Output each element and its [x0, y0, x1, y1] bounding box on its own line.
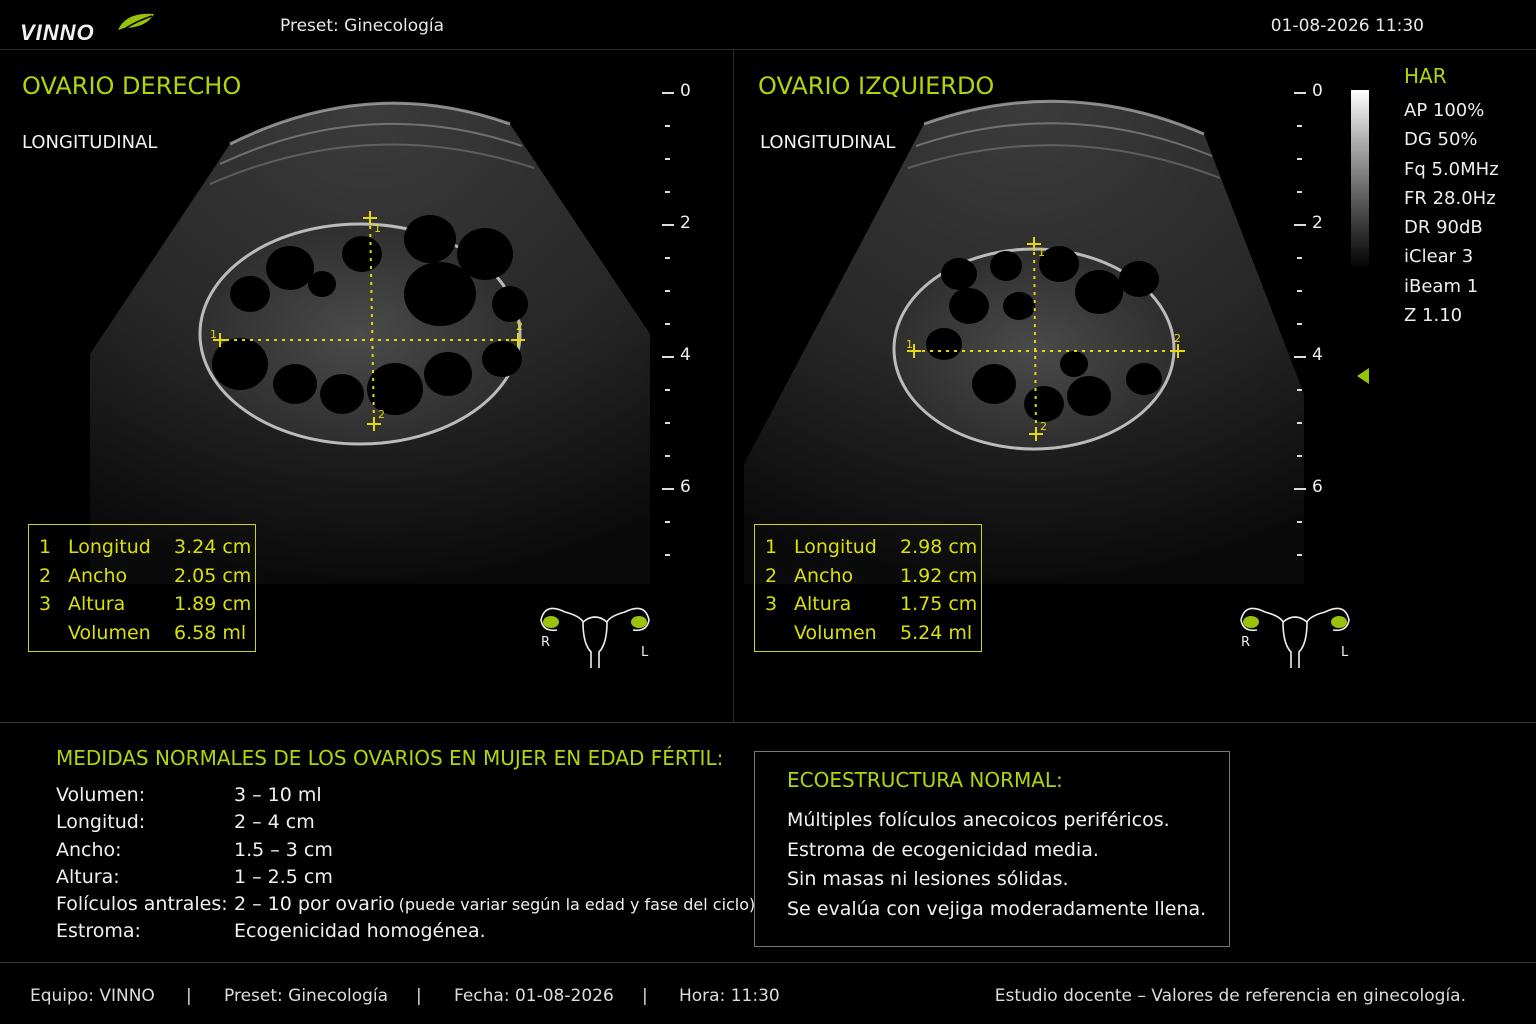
- footer-equipo: Equipo: VINNO: [30, 986, 155, 1006]
- top-bar: [0, 0, 1536, 50]
- depth-major-tick: [1294, 224, 1306, 226]
- measurement-row: 1 Longitud 2.98 cm: [765, 536, 978, 558]
- orientation-left-label: L: [641, 645, 649, 660]
- depth-minor-tick: [665, 455, 670, 457]
- normal-row: Volumen: 3 – 10 ml: [56, 784, 322, 806]
- caliper-label: 1: [210, 328, 217, 341]
- param-item: Z 1.10: [1404, 305, 1463, 327]
- divider: [0, 722, 1536, 723]
- footer-separator: |: [642, 986, 648, 1006]
- measurement-row: Volumen 6.58 ml: [68, 621, 247, 644]
- focus-marker-icon[interactable]: [1357, 368, 1369, 384]
- echostructure-line: Múltiples folículos anecoicos periféricos.: [787, 809, 1170, 831]
- depth-minor-tick: [665, 554, 670, 556]
- echostructure-title: ECOESTRUCTURA NORMAL:: [787, 768, 1063, 792]
- echostructure-line: Sin masas ni lesiones sólidas.: [787, 868, 1069, 890]
- depth-minor-tick: [1297, 422, 1302, 424]
- depth-minor-tick: [665, 323, 670, 325]
- depth-minor-tick: [1297, 455, 1302, 457]
- uterus-orientation-icon: [1235, 596, 1355, 676]
- panel-divider: [733, 50, 734, 722]
- depth-minor-tick: [665, 191, 670, 193]
- depth-minor-tick: [1297, 389, 1302, 391]
- normal-row: Folículos antrales: 2 – 10 por ovario (puede variar según la edad y fase del ciclo): [56, 893, 756, 916]
- depth-major-tick: [662, 224, 674, 226]
- param-item: DR 90dB: [1404, 217, 1483, 239]
- depth-minor-tick: [1297, 554, 1302, 556]
- divider: [0, 962, 1536, 963]
- depth-minor-tick: [1297, 257, 1302, 259]
- caliper-label: 1: [374, 222, 381, 235]
- param-item: Fq 5.0MHz: [1404, 158, 1499, 180]
- param-item: iBeam 1: [1404, 275, 1479, 297]
- measurement-box: [28, 524, 256, 652]
- measurement-box: [754, 524, 982, 652]
- depth-label: 6: [1312, 477, 1323, 497]
- footer-separator: |: [416, 986, 422, 1006]
- normal-measures-table: [56, 782, 755, 946]
- panel-title: OVARIO IZQUIERDO: [758, 72, 995, 100]
- panel-subtitle: LONGITUDINAL: [22, 132, 158, 153]
- ultrasound-image[interactable]: [90, 84, 650, 584]
- panel-title: OVARIO DERECHO: [22, 72, 242, 100]
- footer-separator: |: [186, 986, 192, 1006]
- depth-label: 4: [680, 345, 691, 365]
- leaf-icon: [116, 10, 156, 34]
- depth-minor-tick: [1297, 290, 1302, 292]
- normal-row: Longitud: 2 – 4 cm: [56, 811, 315, 834]
- imaging-params: [1404, 64, 1499, 330]
- measurement-row: Volumen 5.24 ml: [794, 621, 973, 644]
- caliper-label: 1: [1038, 246, 1045, 259]
- grayscale-bar: [1351, 90, 1369, 270]
- orientation-left-label: L: [1341, 645, 1349, 660]
- depth-major-tick: [662, 92, 674, 94]
- panel-subtitle: LONGITUDINAL: [760, 132, 896, 153]
- depth-major-tick: [1294, 356, 1306, 358]
- vinno-logo: [20, 10, 150, 44]
- depth-label: 2: [1312, 213, 1323, 233]
- depth-minor-tick: [665, 257, 670, 259]
- depth-minor-tick: [665, 422, 670, 424]
- caliper-label: 2: [1174, 332, 1181, 345]
- depth-minor-tick: [665, 290, 670, 292]
- depth-minor-tick: [665, 158, 670, 160]
- preset-label: Preset: Ginecología: [280, 16, 445, 36]
- depth-minor-tick: [1297, 158, 1302, 160]
- measurement-row: 2 Ancho 2.05 cm: [39, 564, 252, 587]
- param-item: iClear 3: [1404, 246, 1474, 268]
- param-item: AP 100%: [1404, 100, 1485, 121]
- echostructure-line: Se evalúa con vejiga moderadamente llena.: [787, 897, 1207, 920]
- date-time: 01-08-2026 11:30: [1270, 16, 1424, 36]
- measurement-row: 2 Ancho 1.92 cm: [765, 564, 978, 587]
- depth-scale: [1294, 80, 1334, 560]
- depth-minor-tick: [1297, 125, 1302, 127]
- depth-minor-tick: [665, 389, 670, 391]
- measurement-row: 1 Longitud 3.24 cm: [39, 536, 252, 558]
- har-mode: HAR: [1404, 64, 1447, 88]
- normal-row: Altura: 1 – 2.5 cm: [56, 865, 333, 888]
- param-item: FR 28.0Hz: [1404, 187, 1496, 209]
- ultrasound-image[interactable]: [744, 84, 1304, 584]
- depth-label: 2: [680, 213, 691, 233]
- depth-major-tick: [1294, 92, 1306, 94]
- depth-label: 0: [1312, 81, 1323, 101]
- logo-text: VINNO: [20, 20, 95, 45]
- footer-preset: Preset: Ginecología: [224, 986, 389, 1006]
- depth-label: 4: [1312, 345, 1323, 365]
- caliper-label: 2: [378, 408, 385, 421]
- normal-row: Estroma: Ecogenicidad homogénea.: [56, 920, 486, 943]
- footer-fecha: Fecha: 01-08-2026: [454, 986, 614, 1006]
- depth-minor-tick: [665, 521, 670, 523]
- depth-minor-tick: [1297, 323, 1302, 325]
- param-item: DG 50%: [1404, 129, 1478, 151]
- footer-hora: Hora: 11:30: [679, 986, 780, 1006]
- depth-major-tick: [662, 488, 674, 490]
- footer-note: Estudio docente – Valores de referencia en ginecología.: [994, 986, 1466, 1006]
- measurement-row: 3 Altura 1.75 cm: [765, 593, 978, 616]
- echostructure-line: Estroma de ecogenicidad media.: [787, 838, 1099, 861]
- caliper-label: 1: [906, 338, 913, 351]
- normal-measures-title: MEDIDAS NORMALES DE LOS OVARIOS EN MUJER EN EDAD FÉRTIL:: [56, 746, 724, 770]
- depth-label: 0: [680, 81, 691, 101]
- orientation-right-label: R: [1241, 635, 1251, 650]
- depth-scale: [662, 80, 702, 560]
- normal-row: Ancho: 1.5 – 3 cm: [56, 838, 333, 861]
- caliper-label: 2: [1040, 420, 1047, 433]
- caliper-label: 2: [516, 320, 523, 333]
- depth-major-tick: [1294, 488, 1306, 490]
- depth-minor-tick: [1297, 521, 1302, 523]
- depth-minor-tick: [1297, 191, 1302, 193]
- echostructure-box: [754, 751, 1230, 947]
- depth-minor-tick: [665, 125, 670, 127]
- measurement-row: 3 Altura 1.89 cm: [39, 593, 252, 616]
- uterus-orientation-icon: [535, 596, 655, 676]
- depth-major-tick: [662, 356, 674, 358]
- depth-label: 6: [680, 477, 691, 497]
- orientation-right-label: R: [541, 635, 551, 650]
